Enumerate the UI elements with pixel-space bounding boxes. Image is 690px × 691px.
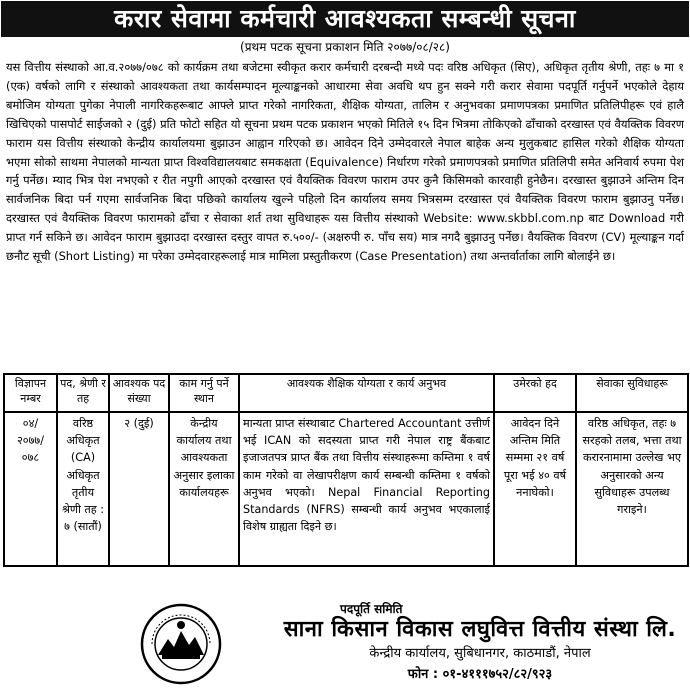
vacancy-table	[3, 373, 689, 567]
header-ad-number: विज्ञापन नम्बर	[4, 374, 57, 412]
header-count: आवश्यक पद संख्या	[109, 374, 169, 412]
notice-title: करार सेवामा कर्मचारी आवश्यकता सम्बन्धी सूचना	[1, 1, 689, 37]
cell-ad-number: ०४/ २०७७/ ०७८	[4, 412, 57, 566]
cell-post: वरिष्ठ अधिकृत (CA) अधिकृत तृतीय श्रेणी तह : ७ (सातौं)	[57, 412, 109, 566]
cell-age: आवेदन दिने अन्तिम मिति सम्ममा २१ वर्ष पूरा भई ४० वर्ष ननाघेको।	[494, 412, 576, 566]
header-post: पद, श्रेणी र तह	[57, 374, 109, 412]
office-address: केन्द्रीय कार्यालय, सुबिधानगर, काठमाडौं, नेपाल	[369, 646, 591, 661]
header-benefits: सेवाका सुविधाहरू	[576, 374, 688, 412]
organization-name: साना किसान विकास लघुवित्त वित्तीय संस्था लि.	[283, 617, 677, 642]
header-location: काम गर्नु पर्ने स्थान	[169, 374, 239, 412]
organization-seal-icon	[140, 603, 222, 685]
header-age: उमेरको हद	[494, 374, 576, 412]
cell-benefits: वरिष्ठ अधिकृत, तहः ७ सरहको तलब, भत्ता तथा करारनामामा उल्लेख भए अनुसारको अन्य सुविधाहरू उपलब्ध गराइने।	[576, 412, 688, 566]
cell-location: केन्द्रीय कार्यालय तथा आवश्यकता अनुसार इलाका कार्यालयहरू	[169, 412, 239, 566]
notice-subtitle: (प्रथम पटक सूचना प्रकाशन मिति २०७७/०८/२८)	[240, 40, 450, 54]
header-qualification: आवश्यक शैक्षिक योग्यता र कार्य अनुभव	[239, 374, 494, 412]
cell-qualification: मान्यता प्राप्त संस्थाबाट Chartered Accountant उत्तीर्ण भई ICAN को सदस्यता प्राप्त गरी नेपाल राष्ट्र बैंकबाट इजाजतपत्र प्राप्त बैंक तथा वित्तीय संस्थाहरूमा कम्तिमा १ वर्ष काम गरेको वा लेखापरीक्षण कार्य सम्बन्धी कम्तिमा १ वर्षको अनुभव भएको। Nepal Financial Reporting Standards (NFRS) सम्बन्धी कार्य अनुभव भएकालाई विशेष ग्राह्यता दिइने छ।	[239, 412, 494, 566]
table-row	[4, 412, 688, 566]
notice-body: यस वित्तीय संस्थाको आ.व.२०७७/०७८ को कार्यक्रम तथा बजेटमा स्वीकृत करार कर्मचारी दरबन्दी मध्ये पदः वरिष्ठ अधिकृत (सिए), अधिकृत तृतीय श्रेणी, तहः ७ मा १ (एक) वर्षको लागि र संस्थाको आवश्यकता तथा कार्यसम्पादन मूल्याङ्कनको आधारमा सेवा अवधि थप हुन सक्ने गरी करार सेवामा पदपूर्ति गर्नुपर्ने भएकोले देहाय बमोजिम योग्यता पुगेका नेपाली नागरिकहरूबाट आफ्ले प्राप्त गरेको नागरिकता, शैक्षिक योग्यता, तालिम र अनुभवका प्रमाणपत्रका प्रमाणित प्रतिलिपीहरू एवं हालै खिचिएको पासपोर्ट साईजको २ (दुई) प्रति फोटो सहित यो सूचना प्रथम पटक प्रकाशन भएको मितिले १५ दिन भित्रमा तोकिएको ढाँचाको दरखास्त एवं वैयक्तिक विवरण फाराम यस वित्तीय संस्थाको केन्द्रीय कार्यालयमा बुझाउन आह्वान गरिएको छ। आवेदन दिने उम्मेदवारले नेपाल बाहेक अन्य मुलुकबाट हासिल गरेको शैक्षिक योग्यता भएमा सोको साथमा नेपालको मान्यता प्राप्त विश्वविद्यालयबाट समकक्षता (Equivalence) निर्धारण गरेको प्रमाणपत्रको प्रमाणित प्रतिलिपी समेत अनिवार्य रुपमा पेश गर्नु पर्नेछ। म्याद भित्र पेश नभएको र रीत नपुगी आएको दरखास्त एवं वैयक्तिक विवरण फाराम उपर कुनै किसिमको कारवाही हुनेछैन। दरखास्त बुझाउने अन्तिम दिन सार्वजनिक बिदा पर्न गएमा सार्वजनिक बिदा पछिको कार्यालय खुल्ने पहिलो दिन कार्यालय समय भित्रसम्म दरखास्त एवं वैयक्तिक विवरण फाराम बुझाउनु पर्नेछ। दरखास्त एवं वैयक्तिक विवरण फारामको ढाँचा र सेवाका शर्त तथा सुविधाहरू यस वित्तीय संस्थाको Website: www.skbbl.com.np बाट Download गरी प्राप्त गर्न सकिने छ। आवेदन फाराम बुझाउदा दरखास्त दस्तुर वापत रु.५००/- (अक्षरुपी रु. पाँच सय) मात्र नगदै बुझाउनु पर्नेछ। वैयक्तिक विवरण (CV) मूल्याङ्कन गर्दा छनौट सूची (Short Listing) मा परेका उम्मेदवारहरूलाई मात्र मामिला प्रस्तुतीकरण (Case Presentation) तथा अन्तर्वार्ताका लागि बोलाईने छ।	[6, 60, 684, 264]
table-header-row	[4, 374, 688, 412]
cell-count: २ (दुई)	[109, 412, 169, 566]
phone-number: फोन : ०१-४१११७५२/८२/९२३	[407, 667, 553, 682]
committee-label: पदपूर्ति समिति	[340, 602, 403, 616]
